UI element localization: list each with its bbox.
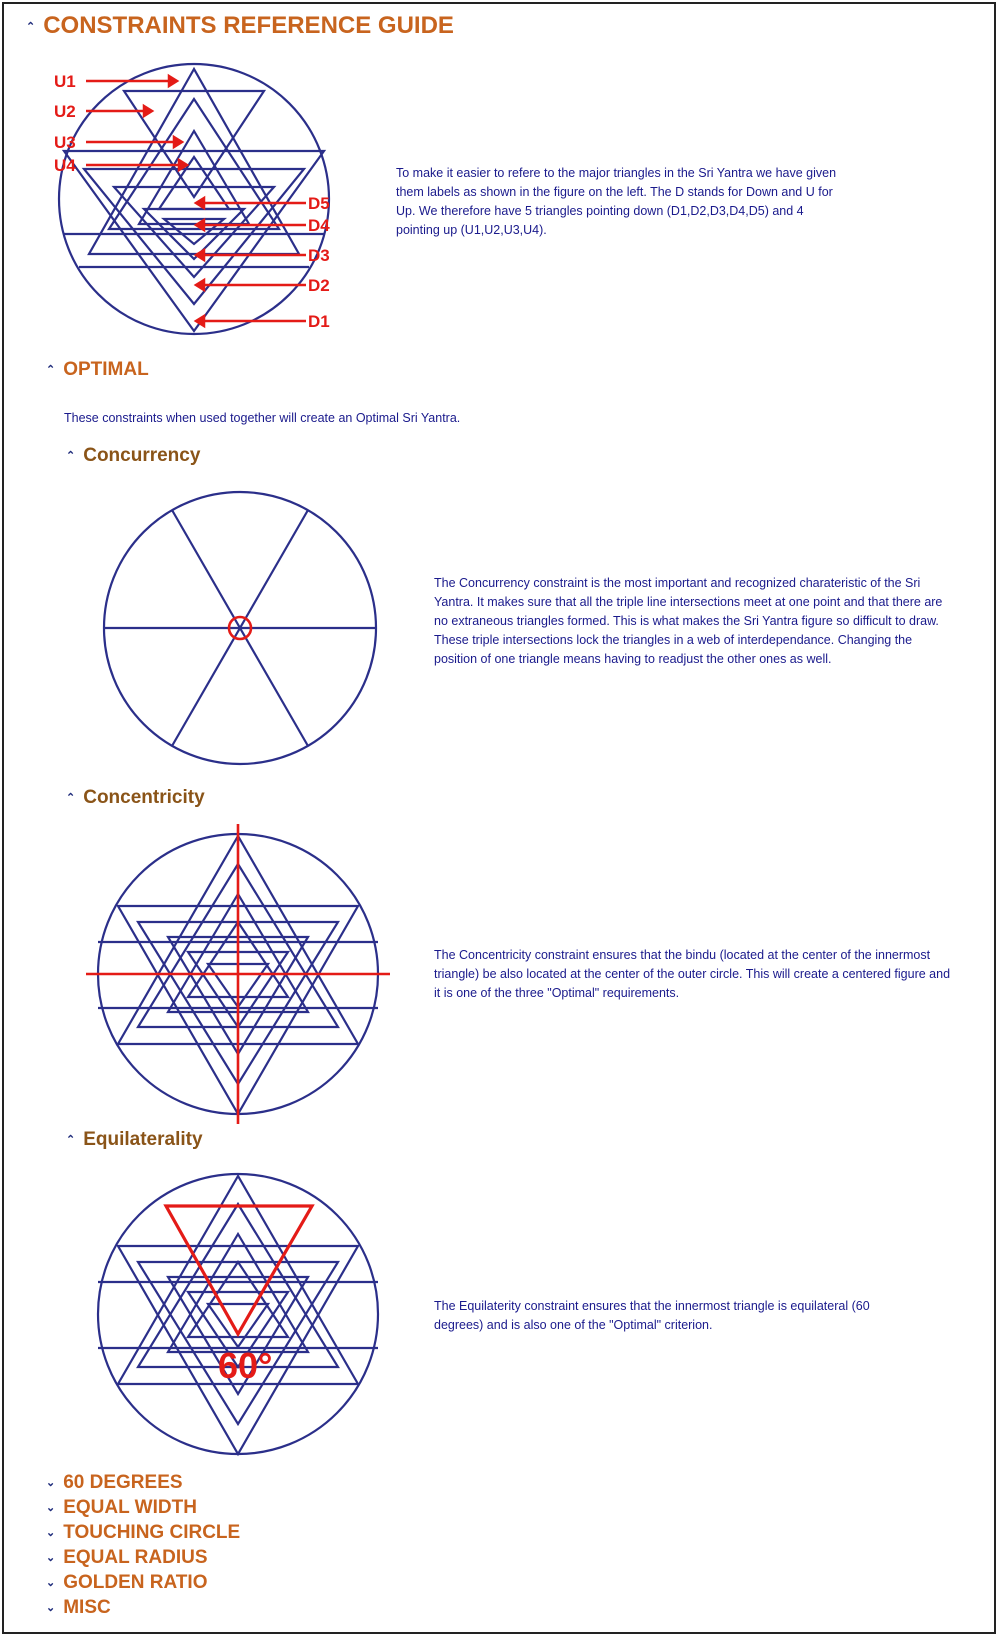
collapsed-sections-list bbox=[46, 1472, 240, 1622]
chevron-down-icon: ⌄ bbox=[46, 1602, 56, 1615]
concentricity-text: The Concentricity constraint ensures that the bindu (located at the center of the innermost triangle) be also located at the center of the outer circle. This will create a centered figure and it is one of the three "Optimal" requirements. bbox=[434, 948, 951, 1000]
section-misc-toggle[interactable]: ⌄ MISC bbox=[46, 1597, 111, 1618]
label-d3: D3 bbox=[308, 246, 330, 265]
label-d4: D4 bbox=[308, 216, 330, 235]
label-u1: U1 bbox=[54, 72, 76, 91]
equilaterality-figure bbox=[88, 1164, 388, 1464]
chevron-up-icon: ⌃ bbox=[66, 1134, 76, 1147]
chevron-up-icon: ⌃ bbox=[26, 21, 36, 34]
chevron-up-icon: ⌃ bbox=[66, 792, 76, 805]
section-equilaterality-toggle[interactable]: ⌃ Equilaterality bbox=[66, 1129, 203, 1150]
page-frame bbox=[2, 2, 996, 1634]
optimal-intro: These constraints when used together will create an Optimal Sri Yantra. bbox=[64, 411, 461, 425]
concurrency-text: The Concurrency constraint is the most important and recognized charateristic of the Sri Yantra. It makes sure that all the triple line intersections meet at one point and that there are no extraneous triangles formed. This is what makes the Sri Yantra figure so difficult to draw. These triple intersections lock the triangles in a web of interdependance. Changing the position of one triangle means having to readjust the other ones as well. bbox=[434, 576, 943, 666]
chevron-down-icon: ⌄ bbox=[46, 1527, 56, 1540]
chevron-up-icon: ⌃ bbox=[66, 450, 76, 463]
chevron-down-icon: ⌄ bbox=[46, 1502, 56, 1515]
section-touching-circle-toggle[interactable]: ⌄ TOUCHING CIRCLE bbox=[46, 1522, 241, 1543]
section-concentricity-toggle[interactable]: ⌃ Concentricity bbox=[66, 787, 205, 808]
triangle-d5 bbox=[164, 219, 224, 244]
chevron-down-icon: ⌄ bbox=[46, 1477, 56, 1490]
concurrency-figure bbox=[92, 488, 392, 768]
label-u4: U4 bbox=[54, 156, 76, 175]
chevron-up-icon: ⌃ bbox=[46, 364, 56, 377]
labels-description: To make it easier to refere to the major triangles in the Sri Yantra we have given them labels as shown in the figure on the left. The D stands for Down and U for Up. We therefore have 5 triangles pointing down (D1,D2,D3,D4,D5) and 4 pointing up (U1,U2,U3,U4). bbox=[396, 166, 837, 237]
triangle-d3 bbox=[114, 187, 274, 277]
chevron-down-icon: ⌄ bbox=[46, 1552, 56, 1565]
label-u2: U2 bbox=[54, 102, 76, 121]
angle-label: 60° bbox=[218, 1345, 273, 1386]
section-equal-width-toggle[interactable]: ⌄ EQUAL WIDTH bbox=[46, 1497, 197, 1518]
label-d1: D1 bbox=[308, 312, 330, 331]
chevron-down-icon: ⌄ bbox=[46, 1577, 56, 1590]
section-equal-radius-toggle[interactable]: ⌄ EQUAL RADIUS bbox=[46, 1547, 208, 1568]
label-u3: U3 bbox=[54, 133, 76, 152]
guide-title[interactable]: ⌃ CONSTRAINTS REFERENCE GUIDE bbox=[26, 12, 454, 39]
section-optimal-toggle[interactable]: ⌃ OPTIMAL bbox=[46, 359, 149, 380]
labeled-yantra-figure bbox=[44, 59, 374, 349]
section-golden-ratio-toggle[interactable]: ⌄ GOLDEN RATIO bbox=[46, 1572, 208, 1593]
equilaterality-text: The Equilaterity constraint ensures that the innermost triangle is equilateral (60 degrees) and is also one of the "Optimal" criterion. bbox=[434, 1299, 870, 1332]
label-d2: D2 bbox=[308, 276, 330, 295]
section-concurrency-toggle[interactable]: ⌃ Concurrency bbox=[66, 445, 201, 466]
concentricity-figure bbox=[84, 822, 394, 1127]
section-60-degrees-toggle[interactable]: ⌄ 60 DEGREES bbox=[46, 1472, 183, 1493]
label-d5: D5 bbox=[308, 194, 330, 213]
